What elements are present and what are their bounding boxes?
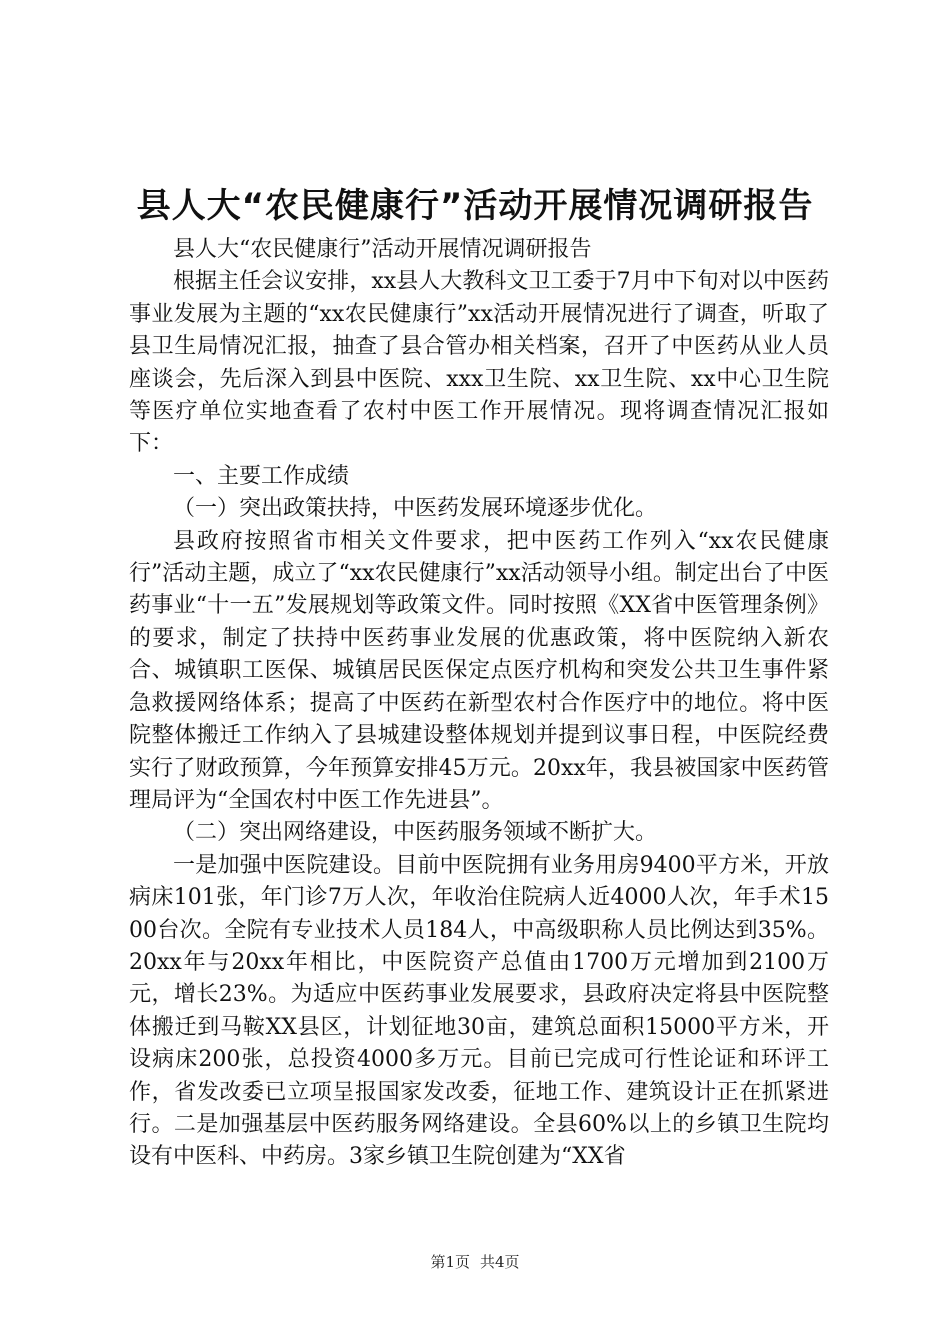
- network-paragraph: 一是加强中医院建设。目前中医院拥有业务用房9400平方米，开放病床101张，年门诊7万人次，年收治住院病人近4000人次，年手术1500台次。全院有专业技术人员184人，中高级职称人员比例达到35%。20xx年与20xx年相比，中医院资产总值由1700万元增加到2100万元，增长23%。为适应中医药事业发展要求，县政府决定将县中医院整体搬迁到马鞍XX县区，计划征地30亩，建筑总面积15000平方米，开设病床200张，总投资4000多万元。目前已完成可行性论证和环评工作，省发改委已立项呈报国家发改委，征地工作、建筑设计正在抓紧进行。二是加强基层中医药服务网络建设。全县60%以上的乡镇卫生院均设有中医科、中药房。3家乡镇卫生院创建为“XX省: [129, 852, 829, 1170]
- subsection-heading-2: （二）突出网络建设，中医药服务领域不断扩大。: [173, 820, 658, 846]
- subsection-heading-1: （一）突出政策扶持，中医药发展环境逐步优化。: [173, 496, 658, 522]
- policy-paragraph: 县政府按照省市相关文件要求，把中医药工作列入“xx农民健康行”活动主题，成立了“xx农民健康行”xx活动领导小组。制定出台了中医药事业“十一五”发展规划等政策文件。同时按照《XX省中医管理条例》的要求，制定了扶持中医药事业发展的优惠政策，将中医院纳入新农合、城镇职工医保、城镇居民医保定点医疗机构和突发公共卫生事件紧急救援网络体系；提高了中医药在新型农村合作医疗中的地位。将中医院整体搬迁工作纳入了县城建设整体规划并提到议事日程，中医院经费实行了财政预算，今年预算安排45万元。20xx年，我县被国家中医药管理局评为“全国农村中医工作先进县”。: [129, 528, 829, 813]
- page-footer: [0, 1252, 950, 1272]
- section-heading: 一、主要工作成绩: [173, 463, 350, 489]
- intro-paragraph: 根据主任会议安排，xx县人大教科文卫工委于7月中下旬对以中医药事业发展为主题的“xx农民健康行”xx活动开展情况进行了调查，听取了县卫生局情况汇报，抽查了县合管办相关档案，召开了中医药从业人员座谈会，先后深入到县中医院、xxx卫生院、xx卫生院、xx中心卫生院等医疗单位实地查看了农村中医工作开展情况。现将调查情况汇报如下：: [129, 269, 829, 457]
- document-body: [129, 234, 829, 1174]
- page-total: 共4页: [480, 1253, 520, 1271]
- subtitle-paragraph: 县人大“农民健康行”活动开展情况调研报告: [173, 237, 592, 262]
- document-title: 县人大“农民健康行”活动开展情况调研报告: [136, 186, 814, 226]
- page-number: 第1页: [430, 1253, 470, 1271]
